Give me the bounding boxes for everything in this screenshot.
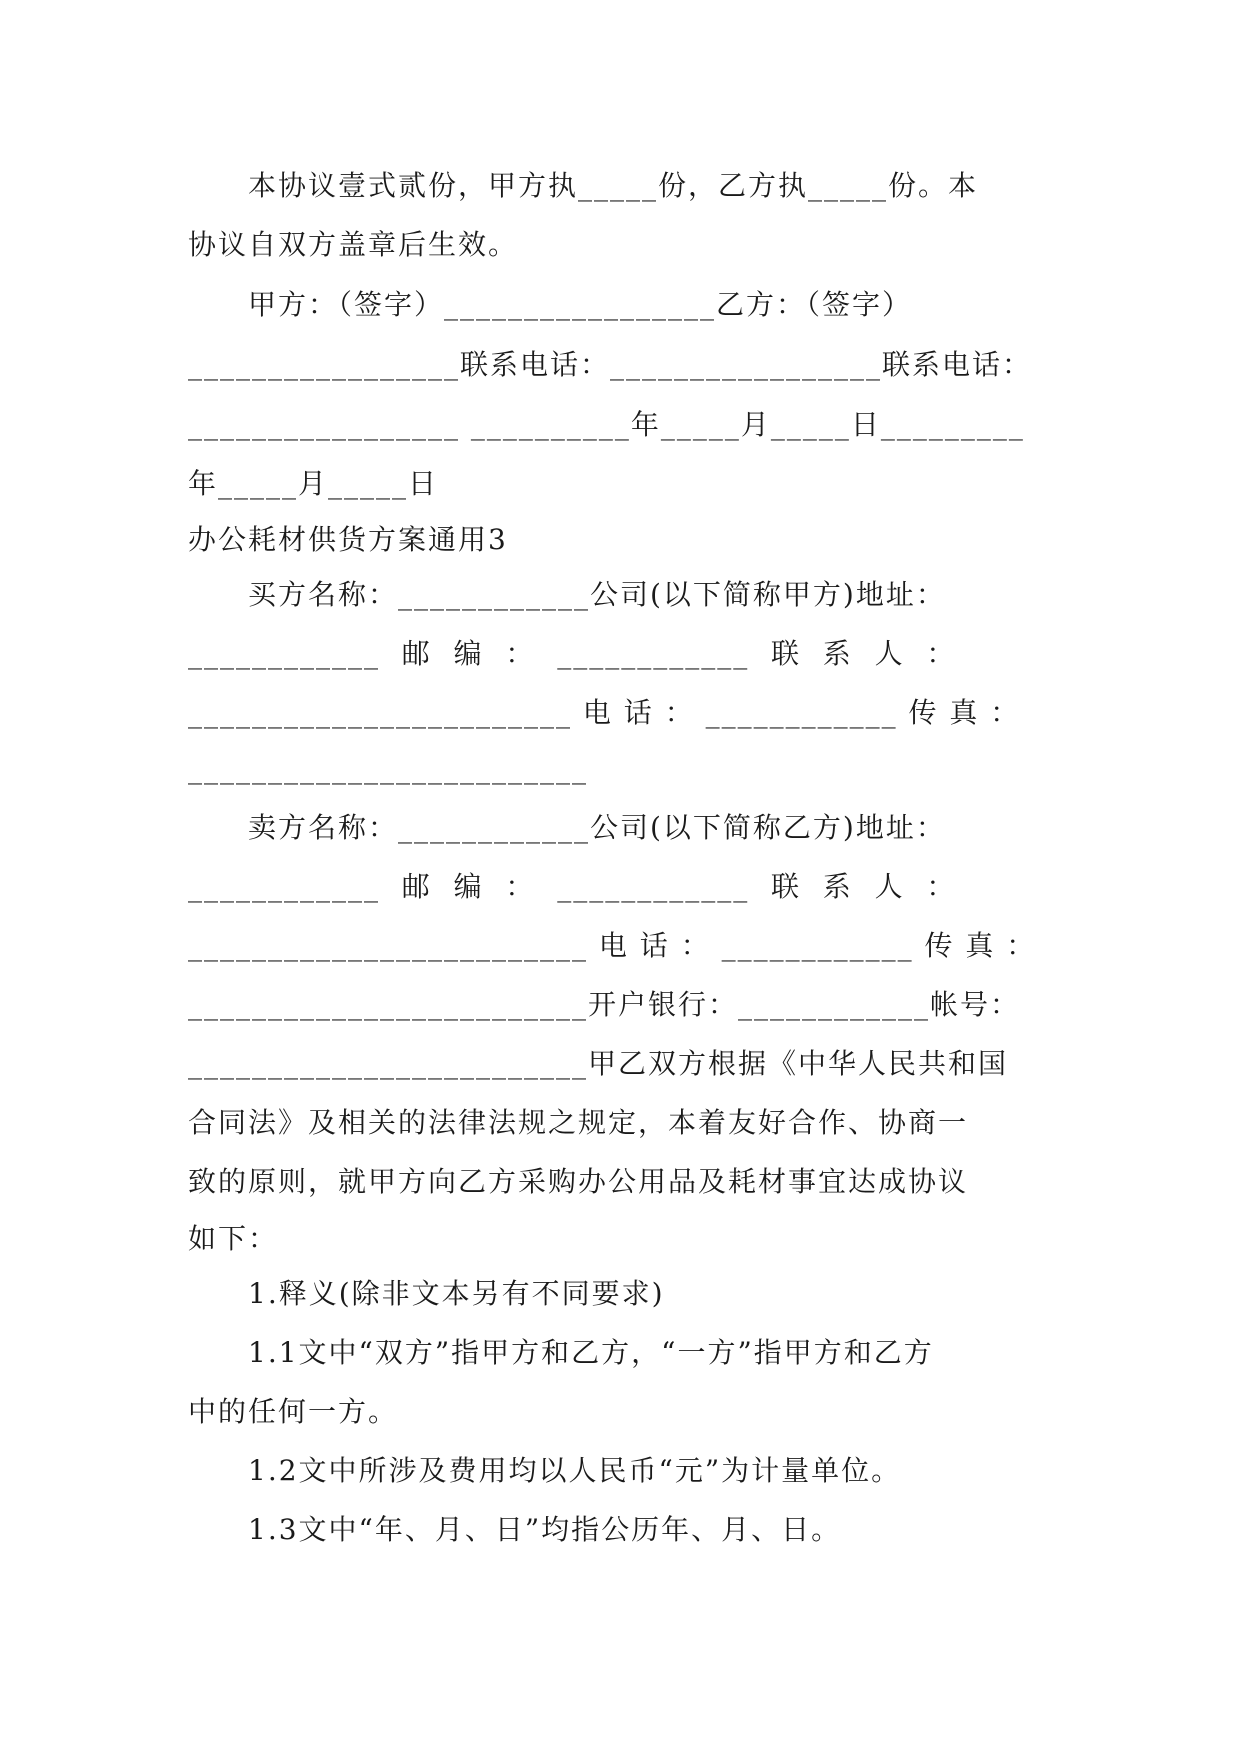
clause-1-1: 1.1文中“双方”指甲方和乙方，“一方”指甲方和乙方 bbox=[188, 1336, 934, 1369]
clause-1-3: 1.3文中“年、月、日”均指公历年、月、日。 bbox=[188, 1513, 842, 1546]
buyer-name-line: 买方名称：____________公司(以下简称甲方)地址： bbox=[188, 578, 946, 611]
paragraph-basis-4: 如下： bbox=[188, 1222, 279, 1255]
seller-name-line: 卖方名称：____________公司(以下简称乙方)地址： bbox=[188, 811, 946, 844]
paragraph-basis-2: 合同法》及相关的法律法规之规定，本着友好合作、协商一 bbox=[188, 1106, 969, 1139]
section-title: 办公耗材供货方案通用3 bbox=[188, 523, 508, 556]
clause-1-2: 1.2文中所涉及费用均以人民币“元”为计量单位。 bbox=[188, 1454, 902, 1487]
paragraph-basis-3: 致的原则，就甲方向乙方采购办公用品及耗材事宜达成协议 bbox=[188, 1165, 969, 1198]
buyer-phone-line: ________________________ 电 话 ： ____________ 传 真 ： bbox=[188, 696, 1021, 729]
paragraph-basis-1: _________________________甲乙双方根据《中华人民共和国 bbox=[188, 1047, 1009, 1080]
buyer-fax-line: _________________________ bbox=[188, 752, 588, 785]
date-line-2: 年_____月_____日 bbox=[188, 467, 439, 500]
signature-line: 甲方：（签字）_________________乙方：（签字） bbox=[188, 288, 913, 321]
clause-1: 1.释义(除非文本另有不同要求) bbox=[188, 1277, 665, 1310]
clause-1-1-cont: 中的任何一方。 bbox=[188, 1395, 399, 1428]
seller-phone-line: _________________________ 电 话 ： ____________ 传 真 ： bbox=[188, 929, 1037, 962]
seller-bank-line: _________________________开户银行：____________帐号： bbox=[188, 988, 1021, 1021]
phone-line: _________________联系电话：_________________联系电话： bbox=[188, 348, 1033, 381]
date-line: _________________ __________年_____月_____日_________ bbox=[188, 408, 1025, 441]
paragraph-copies: 本协议壹式贰份，甲方执_____份，乙方执_____份。本 bbox=[188, 169, 979, 202]
seller-postcode-line: ____________ 邮 编 ： ____________ 联 系 人 ： bbox=[188, 870, 957, 903]
buyer-postcode-line: ____________ 邮 编 ： ____________ 联 系 人 ： bbox=[188, 637, 957, 670]
paragraph-effective: 协议自双方盖章后生效。 bbox=[188, 228, 519, 261]
